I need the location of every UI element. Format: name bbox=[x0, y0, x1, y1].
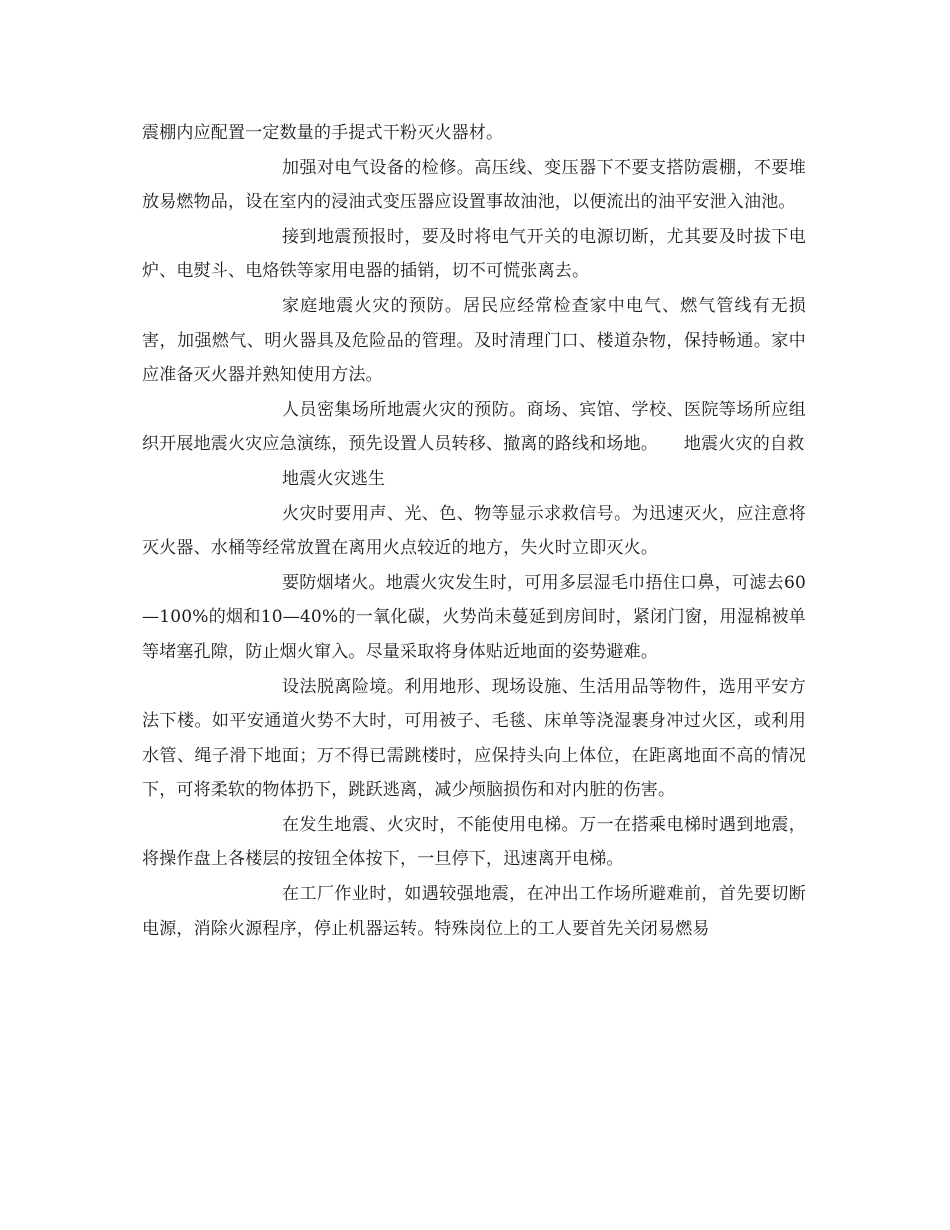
paragraph: 设法脱离险境。利用地形、现场设施、生活用品等物件，选用平安方法下楼。如平安通道火势不大时，可用被子、毛毯、床单等浇湿裹身冲过火区，或利用水管、绳子滑下地面；万不得已需跳楼时，应保持头向上体位，在距离地面不高的情况下，可将柔软的物体扔下，跳跃逃离，减少颅脑损伤和对内脏的伤害。 bbox=[142, 676, 806, 801]
paragraph: 火灾时要用声、光、色、物等显示求救信号。为迅速灭火，应注意将灭火器、水桶等经常放置在离用火点较近的地方，失火时立即灭火。 bbox=[142, 503, 806, 559]
paragraph: 要防烟堵火。地震火灾发生时，可用多层湿毛巾捂住口鼻，可滤去60—100%的烟和10—40%的一氧化碳，火势尚未蔓延到房间时，紧闭门窗，用湿棉被单等堵塞孔隙，防止烟火窜入。尽量采取将身体贴近地面的姿势避难。 bbox=[142, 572, 806, 662]
paragraph: 家庭地震火灾的预防。居民应经常检查家中电气、燃气管线有无损害，加强燃气、明火器具及危险品的管理。及时清理门口、楼道杂物，保持畅通。家中应准备灭火器并熟知使用方法。 bbox=[142, 295, 806, 386]
paragraph: 加强对电气设备的检修。高压线、变压器下不要支搭防震棚，不要堆放易燃物品，设在室内的浸油式变压器应设置事故油池，以便流出的油平安泄入油池。 bbox=[142, 157, 806, 213]
paragraph: 震棚内应配置一定数量的手提式干粉灭火器材。 bbox=[142, 123, 504, 143]
paragraph: 在发生地震、火灾时，不能使用电梯。万一在搭乘电梯时遇到地震，将操作盘上各楼层的按钮全体按下，一旦停下，迅速离开电梯。 bbox=[142, 814, 806, 870]
paragraph: 人员密集场所地震火灾的预防。商场、宾馆、学校、医院等场所应组织开展地震火灾应急演练，预先设置人员转移、撤离的路线和场地。 地震火灾的自救 bbox=[142, 399, 806, 455]
paragraph: 接到地震预报时，要及时将电气开关的电源切断，尤其要及时拔下电炉、电熨斗、电烙铁等家用电器的插销，切不可慌张离去。 bbox=[142, 226, 806, 282]
section-heading: 地震火灾逃生 bbox=[282, 468, 386, 489]
document-page bbox=[142, 116, 806, 946]
paragraph: 在工厂作业时，如遇较强地震，在冲出工作场所避难前，首先要切断电源，消除火源程序，停止机器运转。特殊岗位上的工人要首先关闭易燃易 bbox=[142, 884, 806, 939]
